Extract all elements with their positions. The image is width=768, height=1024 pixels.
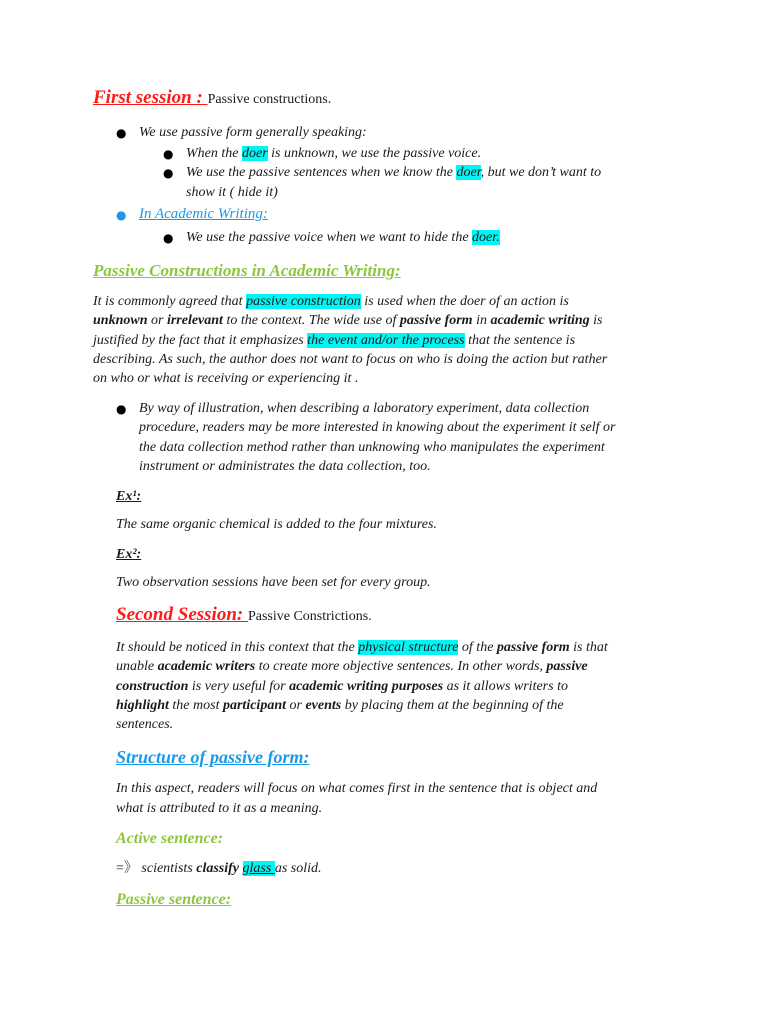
bullet-icon: ● (163, 231, 174, 245)
paragraph-line: highlight the most participant or events by placing them at the beginning of the (116, 698, 564, 713)
example-one-text: The same organic chemical is added to the four mixtures. (116, 517, 437, 532)
example-one-label: Ex¹: (116, 489, 142, 504)
academic-writing-heading: In Academic Writing: (139, 206, 268, 222)
paragraph-line: unable academic writers to create more objective sentences. In other words, passive (116, 659, 588, 674)
passive-sentence-heading: Passive sentence: (116, 891, 232, 908)
session-two-title: Second Session: Passive Constrictions. (116, 604, 372, 625)
bullet-icon: ● (116, 402, 127, 416)
session-one-title: First session : Passive constructions. (93, 87, 332, 108)
bullet-icon: ● (116, 208, 127, 222)
sub-bullet-text: We use the passive sentences when we know the doer, but we don’t want to (186, 165, 602, 180)
paragraph-line: sentences. (116, 717, 174, 732)
bullet-text: We use passive form generally speaking: (139, 125, 367, 140)
paragraph-line: on who or what is receiving or experiencing it . (93, 371, 359, 386)
bullet-text: instrument or administrates the data collection, too. (139, 459, 431, 474)
example-two-text: Two observation sessions have been set for every group. (116, 575, 431, 590)
bullet-icon: ● (116, 126, 127, 140)
sub-bullet-text: When the doer is unknown, we use the passive voice. (186, 146, 482, 161)
paragraph-line: In this aspect, readers will focus on what comes first in the sentence that is object and (116, 781, 598, 796)
active-sentence-example: =》 scientists classify glass as solid. (116, 861, 322, 876)
paragraph-line: what is attributed to it as a meaning. (116, 801, 323, 816)
paragraph-line: justified by the fact that it emphasizes the event and/or the process that the sentence is (93, 333, 576, 348)
bullet-text: the data collection method rather than unknowing who manipulates the experiment (139, 440, 605, 455)
sub-bullet-text: We use the passive voice when we want to hide the doer. (186, 230, 500, 245)
structure-heading: Structure of passive form: (116, 747, 310, 767)
paragraph-line: It should be noticed in this context that the physical structure of the passive form is that (116, 640, 608, 655)
paragraph-line: It is commonly agreed that passive construction is used when the doer of an action is (93, 294, 569, 309)
paragraph-line: describing. As such, the author does not want to focus on who is doing the action but rather (93, 352, 608, 367)
bullet-icon: ● (163, 147, 174, 161)
paragraph-line: unknown or irrelevant to the context. The wide use of passive form in academic writing is (93, 313, 603, 328)
active-sentence-heading: Active sentence: (116, 830, 224, 847)
section-heading: Passive Constructions in Academic Writing: (93, 261, 401, 280)
bullet-text: By way of illustration, when describing a laboratory experiment, data collection (139, 401, 590, 416)
bullet-icon: ● (163, 166, 174, 180)
example-two-label: Ex²: (116, 547, 142, 562)
bullet-text: procedure, readers may be more interested in knowing about the experiment it self or (139, 420, 616, 435)
paragraph-line: construction is very useful for academic writing purposes as it allows writers to (116, 679, 568, 694)
sub-bullet-text-cont: show it ( hide it) (186, 185, 278, 200)
